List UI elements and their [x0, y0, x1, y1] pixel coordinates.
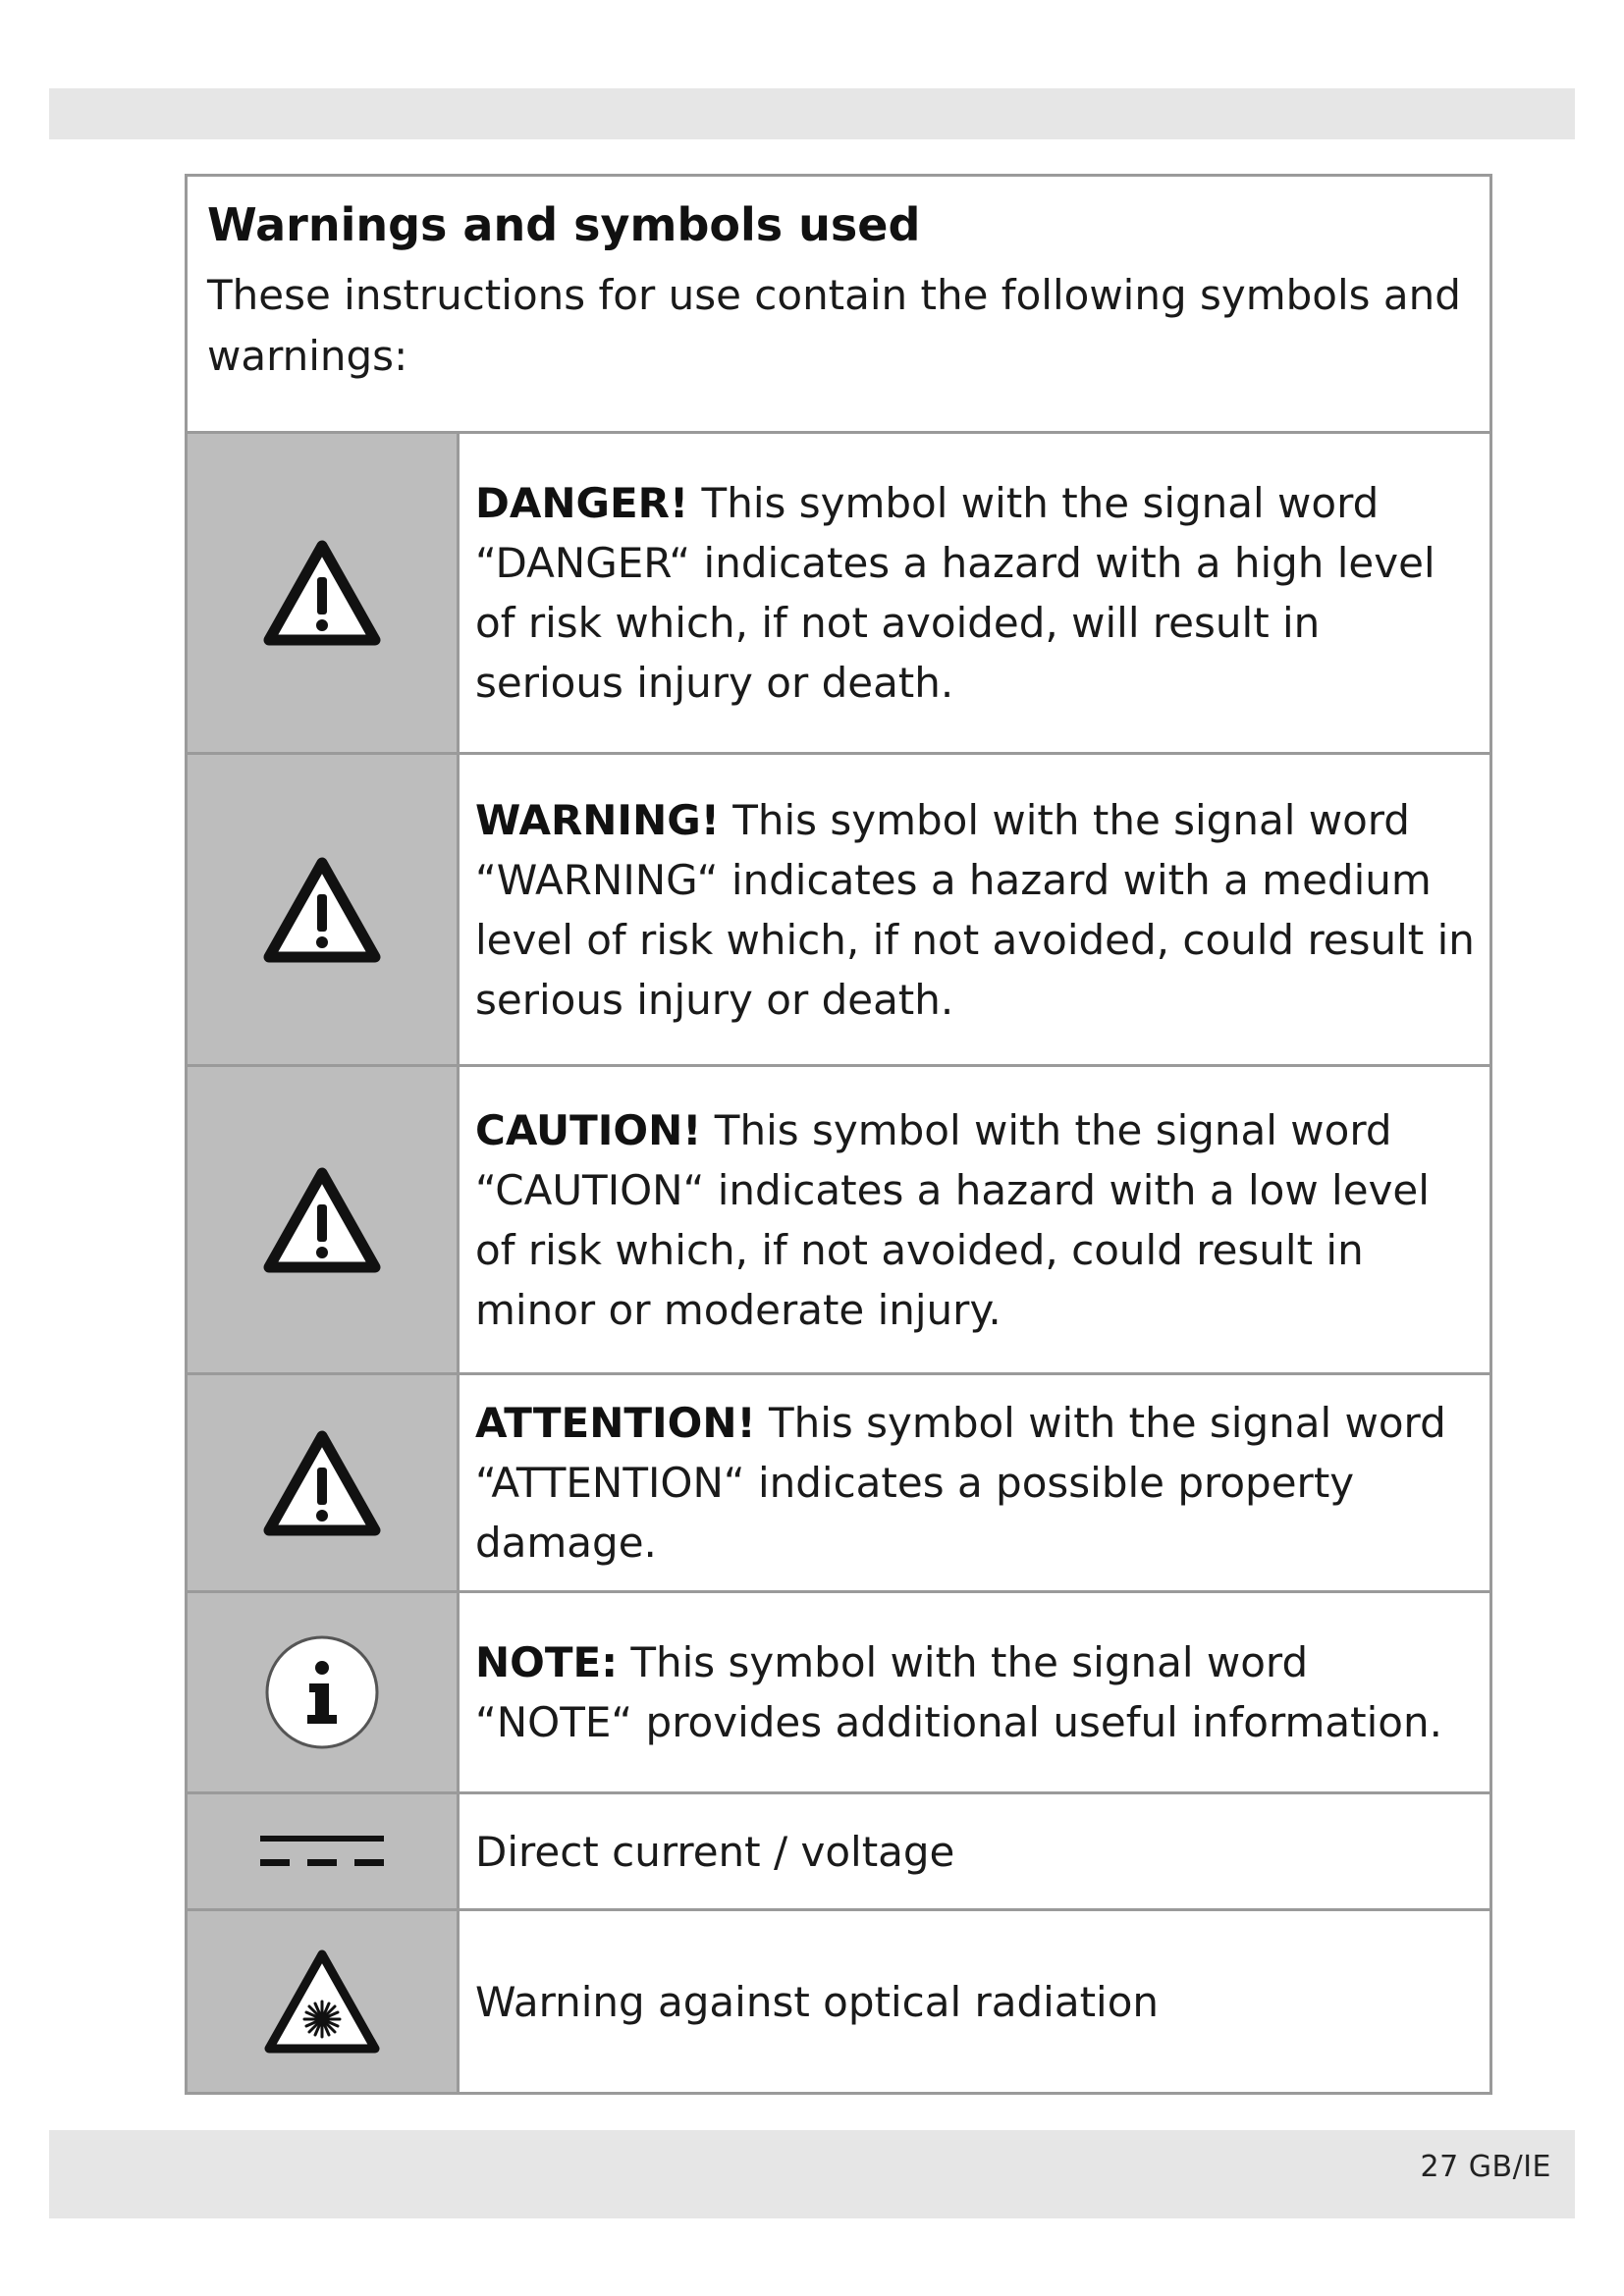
info-icon	[262, 1632, 382, 1752]
panel-header	[188, 177, 1489, 434]
description-text: This symbol with the signal word “ATTENTION“ indicates a possible property damage.	[475, 1399, 1446, 1567]
description-cell	[460, 434, 1489, 752]
symbol-cell	[188, 1794, 460, 1908]
signal-word: CAUTION!	[475, 1105, 702, 1154]
row-optical-radiation	[188, 1911, 1489, 2092]
warning-triangle-icon	[261, 538, 383, 648]
symbol-cell	[188, 755, 460, 1064]
symbol-cell	[188, 1375, 460, 1590]
warning-triangle-icon	[261, 1428, 383, 1538]
warning-triangle-icon	[261, 1165, 383, 1275]
row-direct-current	[188, 1794, 1489, 1911]
row-warning	[188, 755, 1489, 1067]
symbol-cell	[188, 1911, 460, 2092]
description-text: This symbol with the signal word “DANGER“ indicates a hazard with a high level of risk which, if not avoided, will result in serious injury or death.	[475, 479, 1435, 707]
description-cell	[460, 1911, 1489, 2092]
warnings-panel	[185, 174, 1492, 2095]
row-caution	[188, 1067, 1489, 1375]
symbol-cell	[188, 1593, 460, 1791]
top-band	[49, 88, 1575, 139]
description-text: Warning against optical radiation	[475, 1977, 1160, 2026]
signal-word: WARNING!	[475, 795, 720, 844]
description-text: This symbol with the signal word “WARNING“ indicates a hazard with a medium level of risk which, if not avoided, could result in serious injury or death.	[475, 795, 1475, 1024]
page-number: 27 GB/IE	[1420, 2150, 1551, 2184]
description-cell	[460, 755, 1489, 1064]
optical-radiation-icon	[261, 1947, 383, 2056]
row-attention	[188, 1375, 1489, 1593]
signal-word: ATTENTION!	[475, 1399, 756, 1447]
symbol-cell	[188, 434, 460, 752]
row-note	[188, 1593, 1489, 1794]
footer-band	[49, 2130, 1575, 2218]
section-intro: These instructions for use contain the following symbols and warnings:	[207, 271, 1461, 380]
signal-word: DANGER!	[475, 479, 689, 527]
signal-word: NOTE:	[475, 1638, 618, 1686]
description-text: Direct current / voltage	[475, 1827, 955, 1876]
symbol-cell	[188, 1067, 460, 1372]
row-danger	[188, 434, 1489, 755]
description-cell	[460, 1794, 1489, 1908]
description-cell	[460, 1067, 1489, 1372]
description-text: This symbol with the signal word “NOTE“ provides additional useful information.	[475, 1638, 1442, 1746]
direct-current-icon	[258, 1832, 386, 1871]
description-cell	[460, 1593, 1489, 1791]
description-text: This symbol with the signal word “CAUTION“ indicates a hazard with a low level of risk which, if not avoided, could result in minor or moderate injury.	[475, 1105, 1430, 1334]
warning-triangle-icon	[261, 855, 383, 965]
section-title: Warnings and symbols used	[207, 198, 921, 251]
description-cell	[460, 1375, 1489, 1590]
